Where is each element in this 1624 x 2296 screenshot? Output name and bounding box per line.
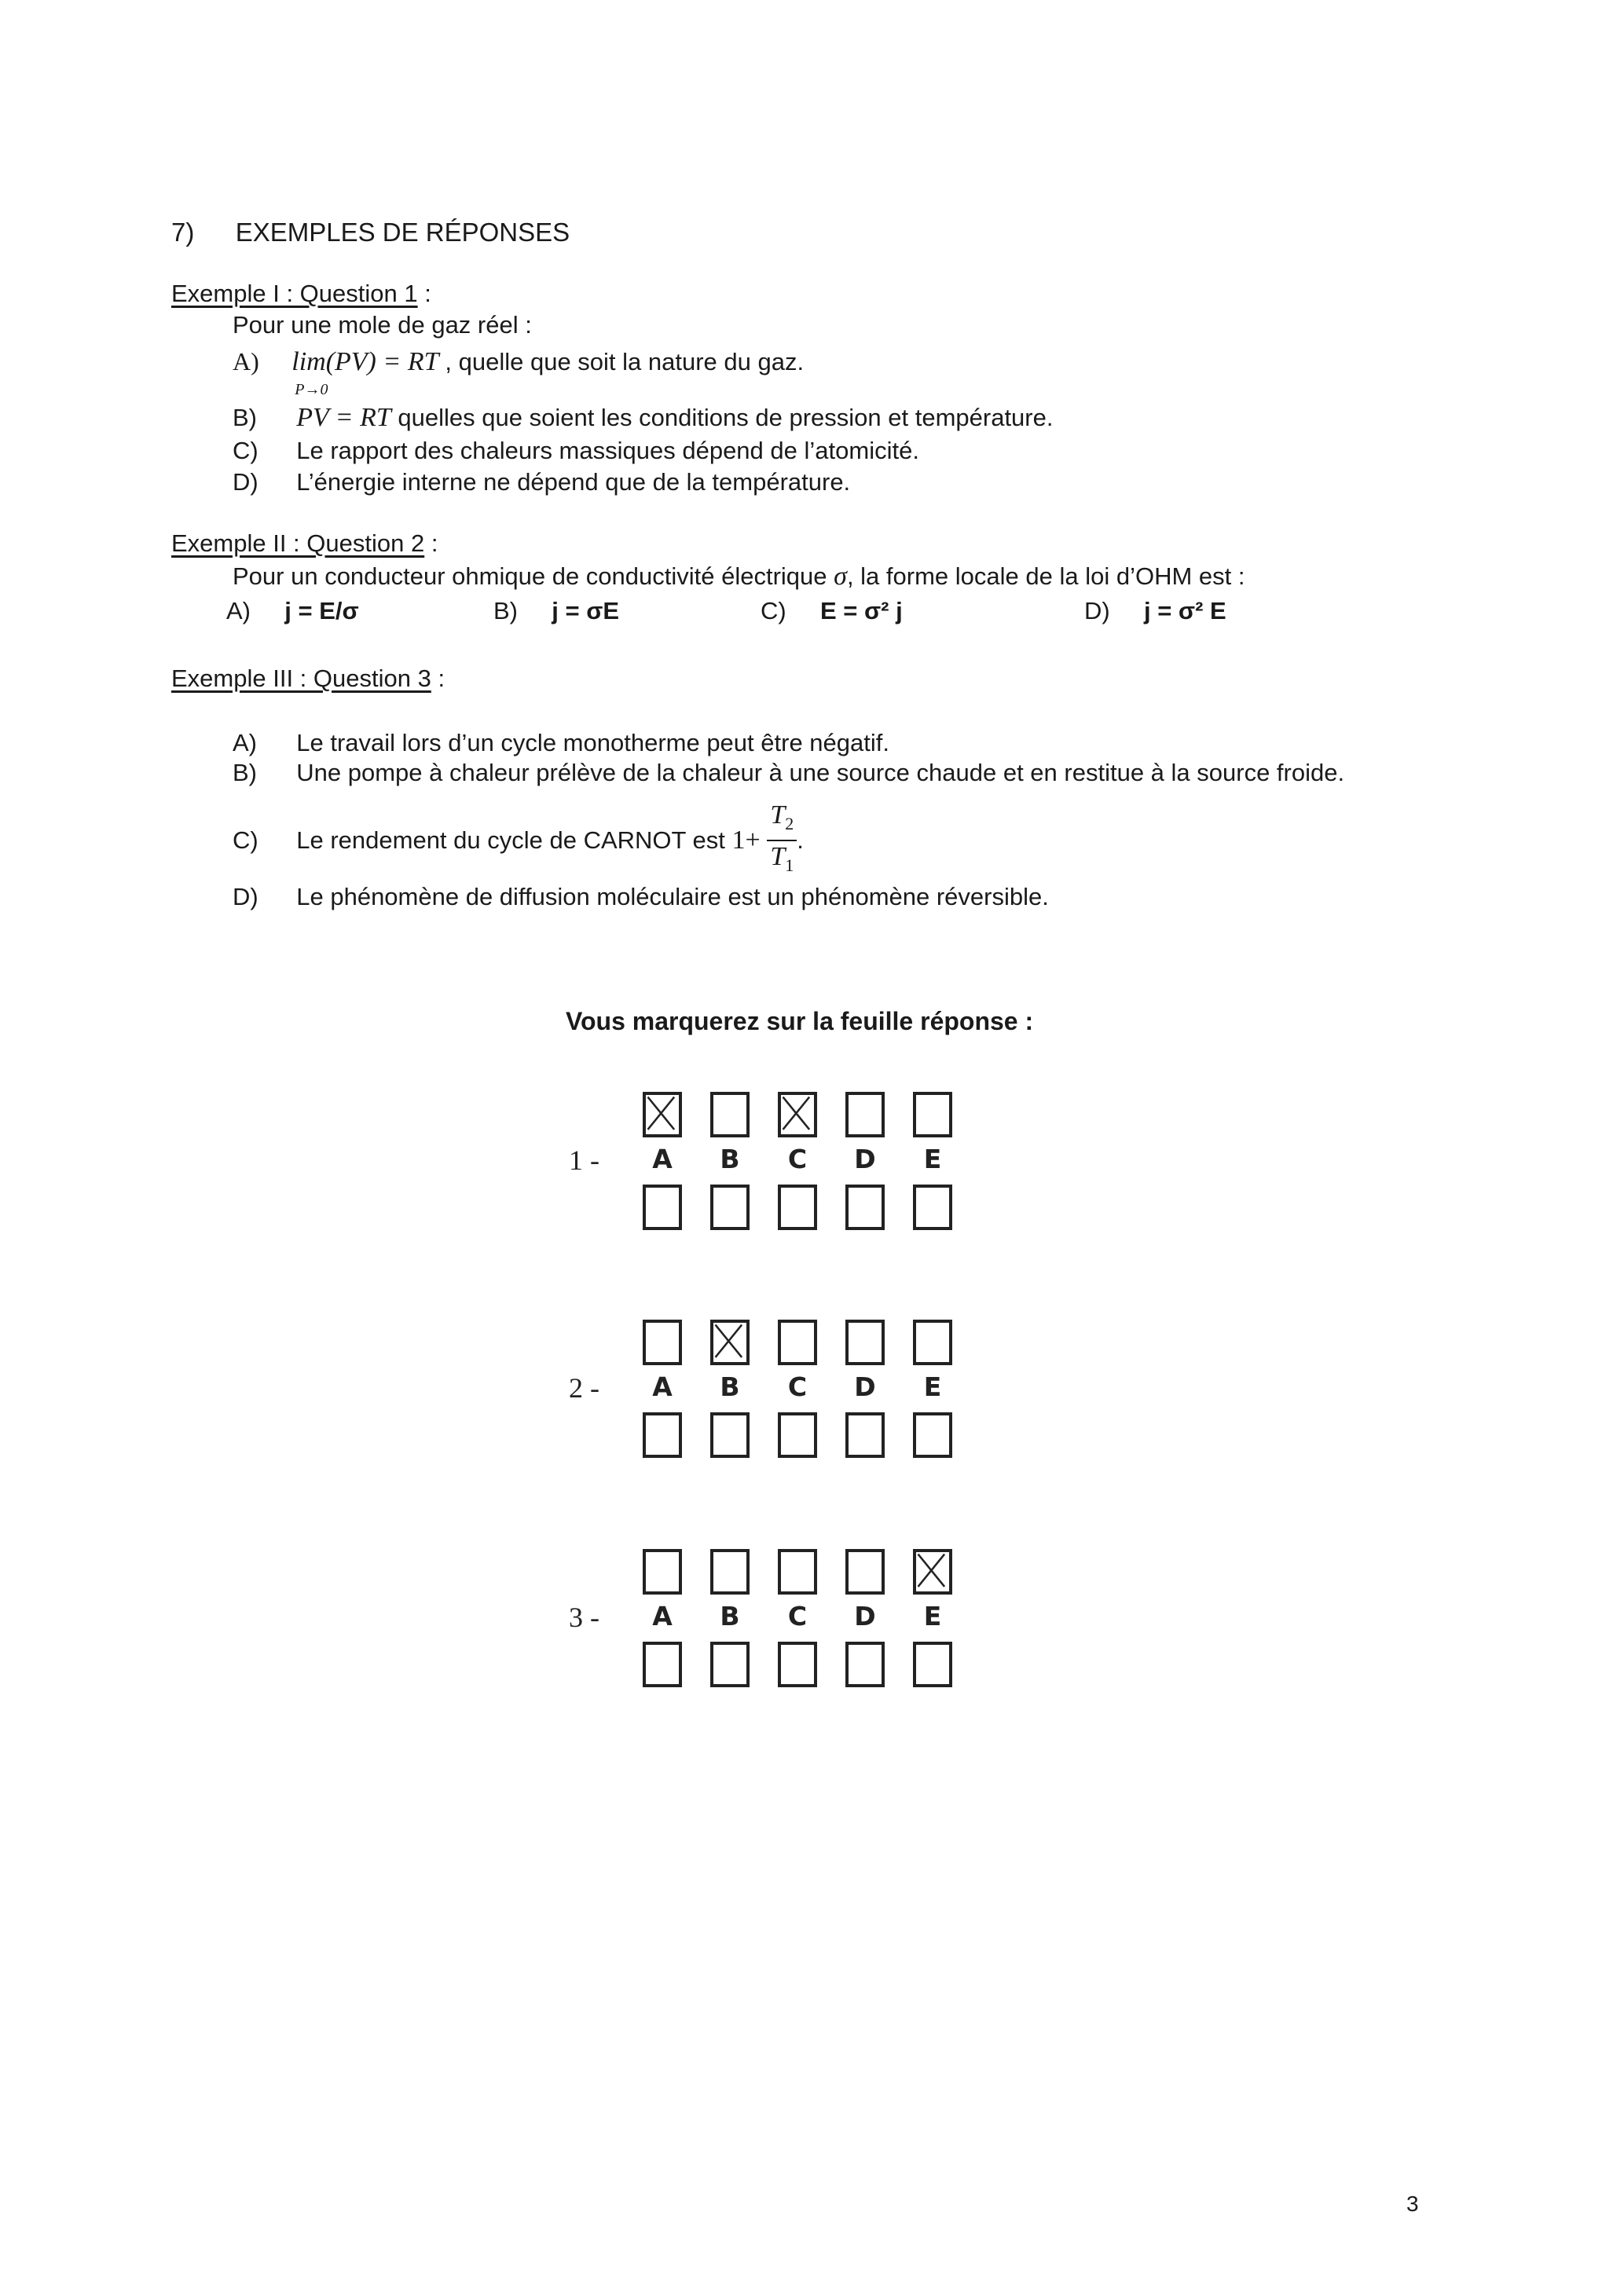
answer-checkbox-correction-a[interactable] (643, 1412, 682, 1458)
answer-checkbox-a[interactable] (643, 1092, 682, 1137)
answer-letter: A (652, 1601, 673, 1631)
ex2-d-label: D) (1084, 597, 1110, 624)
answer-row-top (643, 1092, 952, 1137)
ex2-option-c (761, 595, 903, 627)
question-number-label: 1 - (569, 1144, 599, 1176)
ex2-c-eq: E = σ² j (819, 597, 903, 624)
ex1-c-label: C) (233, 437, 258, 464)
ex2-intro-after: , la forme locale de la loi d’OHM est : (846, 562, 1245, 590)
answer-letter: B (720, 1371, 740, 1402)
answer-checkbox-correction-a[interactable] (643, 1185, 682, 1230)
ex3-colon: : (431, 665, 445, 692)
answer-letter: A (652, 1144, 673, 1174)
ex1-a-math-expr: lim(PV) = RT (291, 347, 438, 376)
ex2-intro-before: Pour un conducteur ohmique de conductivité électrique (233, 562, 834, 590)
ex1-d-text: L’énergie interne ne dépend que de la température. (296, 468, 851, 496)
answer-letter: C (787, 1371, 808, 1402)
answer-checkbox-c[interactable] (778, 1320, 817, 1365)
ex2-a-eq: j = E/σ (284, 597, 359, 624)
ex3-c-den-letter: T (770, 841, 786, 871)
ex3-heading-text: Exemple III : Question 3 (171, 665, 431, 692)
answer-row-bottom (643, 1185, 952, 1230)
answer-row-top (643, 1320, 952, 1365)
answer-letter: B (720, 1144, 740, 1174)
ex3-c-text: Le rendement du cycle de CARNOT est (296, 826, 732, 854)
ex2-colon: : (424, 529, 438, 557)
section-title: EXEMPLES DE RÉPONSES (235, 218, 570, 247)
ex2-heading-text: Exemple II : Question 2 (171, 529, 425, 557)
answer-checkbox-correction-d[interactable] (845, 1412, 885, 1458)
ex1-option-d (233, 467, 850, 498)
ex2-c-label: C) (761, 597, 786, 624)
answer-row-bottom (643, 1412, 952, 1458)
answer-checkbox-e[interactable] (913, 1320, 952, 1365)
ex2-option-d (1084, 595, 1226, 627)
answer-letter: D (854, 1144, 876, 1174)
ex2-d-eq: j = σ² E (1143, 597, 1226, 624)
answer-checkbox-e[interactable] (913, 1092, 952, 1137)
answer-letter: D (854, 1601, 876, 1631)
ex3-d-text: Le phénomène de diffusion moléculaire est un phénomène réversible. (296, 883, 1049, 910)
ex3-c-num-sub: 2 (785, 813, 794, 833)
answer-letter: E (923, 1144, 942, 1174)
answer-letter: C (787, 1601, 808, 1631)
ex1-d-label: D) (233, 468, 258, 496)
answer-letter: A (652, 1371, 673, 1402)
ex1-colon: : (417, 280, 431, 307)
ex3-c-denominator (767, 841, 797, 881)
answer-checkbox-correction-b[interactable] (710, 1642, 750, 1687)
ex1-a-math-sub: P→0 (295, 381, 328, 398)
ex3-a-label: A) (233, 729, 257, 756)
ex1-c-text: Le rapport des chaleurs massiques dépend de l’atomicité. (296, 437, 919, 464)
ex3-d-label: D) (233, 883, 258, 910)
answer-checkbox-correction-e[interactable] (913, 1185, 952, 1230)
section-number: 7) (171, 218, 195, 247)
ex1-a-text: , quelle que soit la nature du gaz. (445, 348, 805, 375)
answer-checkbox-d[interactable] (845, 1320, 885, 1365)
ex3-a-text: Le travail lors d’un cycle monotherme peut être négatif. (296, 729, 889, 756)
ex3-option-c (233, 800, 804, 881)
question-number-label: 2 - (569, 1372, 599, 1404)
ex3-heading (171, 663, 445, 694)
ex3-c-num-letter: T (770, 800, 786, 829)
answer-letter: E (923, 1371, 942, 1402)
ex1-heading-text: Exemple I : Question 1 (171, 280, 418, 307)
answer-letters-row (643, 1601, 952, 1631)
answer-checkbox-b[interactable] (710, 1320, 750, 1365)
ex1-option-a (233, 346, 805, 398)
answer-checkbox-d[interactable] (845, 1092, 885, 1137)
ex2-sigma: σ (834, 562, 847, 591)
ex1-intro: Pour une mole de gaz réel : (233, 311, 532, 339)
answer-checkbox-correction-d[interactable] (845, 1642, 885, 1687)
answer-letters-row (643, 1144, 952, 1174)
answer-letter: E (923, 1601, 942, 1631)
ex3-c-label: C) (233, 826, 258, 854)
answer-checkbox-correction-a[interactable] (643, 1642, 682, 1687)
ex1-option-c (233, 435, 919, 467)
ex3-b-text: Une pompe à chaleur prélève de la chaleur à une source chaude et en restitue à la source froide. (296, 759, 1345, 786)
ex1-heading (171, 278, 431, 309)
ex1-b-label: B) (233, 404, 257, 431)
answer-checkbox-correction-d[interactable] (845, 1185, 885, 1230)
ex1-b-math: PV = RT (296, 403, 391, 432)
answer-checkbox-e[interactable] (913, 1549, 952, 1595)
answer-letter: D (854, 1371, 876, 1402)
ex2-b-label: B) (493, 597, 518, 624)
ex3-c-fraction (767, 800, 797, 881)
answer-checkbox-correction-b[interactable] (710, 1185, 750, 1230)
ex1-a-label: A) (233, 347, 259, 375)
page-number: 3 (1406, 2192, 1419, 2216)
ex3-b-label: B) (233, 759, 257, 786)
cross-mark-icon (781, 1095, 814, 1134)
answer-row-top (643, 1549, 952, 1595)
cross-mark-icon (916, 1552, 949, 1591)
answer-row-bottom (643, 1642, 952, 1687)
ex3-c-numerator (767, 800, 797, 841)
answer-letters-row (643, 1371, 952, 1402)
ex3-option-d (233, 881, 1049, 913)
answer-checkbox-correction-e[interactable] (913, 1412, 952, 1458)
ex3-option-a (233, 727, 889, 759)
cross-mark-icon (713, 1323, 746, 1362)
ex3-c-end: . (797, 826, 804, 854)
answer-letter: B (720, 1601, 740, 1631)
answer-checkbox-correction-b[interactable] (710, 1412, 750, 1458)
ex2-option-a (226, 595, 359, 627)
answer-checkbox-b[interactable] (710, 1092, 750, 1137)
answer-sheet-title: Vous marquerez sur la feuille réponse : (566, 1007, 1034, 1035)
ex1-option-b (233, 402, 1053, 434)
answer-checkbox-a[interactable] (643, 1320, 682, 1365)
ex2-b-eq: j = σE (552, 597, 620, 624)
answer-checkbox-c[interactable] (778, 1092, 817, 1137)
ex1-a-math (291, 347, 445, 398)
answer-checkbox-b[interactable] (710, 1549, 750, 1595)
ex3-c-den-sub: 1 (785, 855, 794, 875)
ex3-option-b (233, 757, 1344, 789)
answer-letter: C (787, 1144, 808, 1174)
question-number-label: 3 - (569, 1602, 599, 1633)
answer-checkbox-d[interactable] (845, 1549, 885, 1595)
answer-checkbox-c[interactable] (778, 1549, 817, 1595)
ex2-option-b (493, 595, 619, 627)
section-heading (171, 217, 570, 248)
answer-checkbox-correction-c[interactable] (778, 1185, 817, 1230)
ex2-intro (233, 561, 1245, 592)
ex2-heading (171, 528, 438, 559)
ex1-b-text: quelles que soient les conditions de pression et température. (390, 404, 1054, 431)
answer-checkbox-a[interactable] (643, 1549, 682, 1595)
ex2-a-label: A) (226, 597, 251, 624)
answer-checkbox-correction-c[interactable] (778, 1642, 817, 1687)
cross-mark-icon (646, 1095, 679, 1134)
answer-checkbox-correction-c[interactable] (778, 1412, 817, 1458)
answer-checkbox-correction-e[interactable] (913, 1642, 952, 1687)
ex3-c-one-plus: 1+ (731, 825, 761, 855)
